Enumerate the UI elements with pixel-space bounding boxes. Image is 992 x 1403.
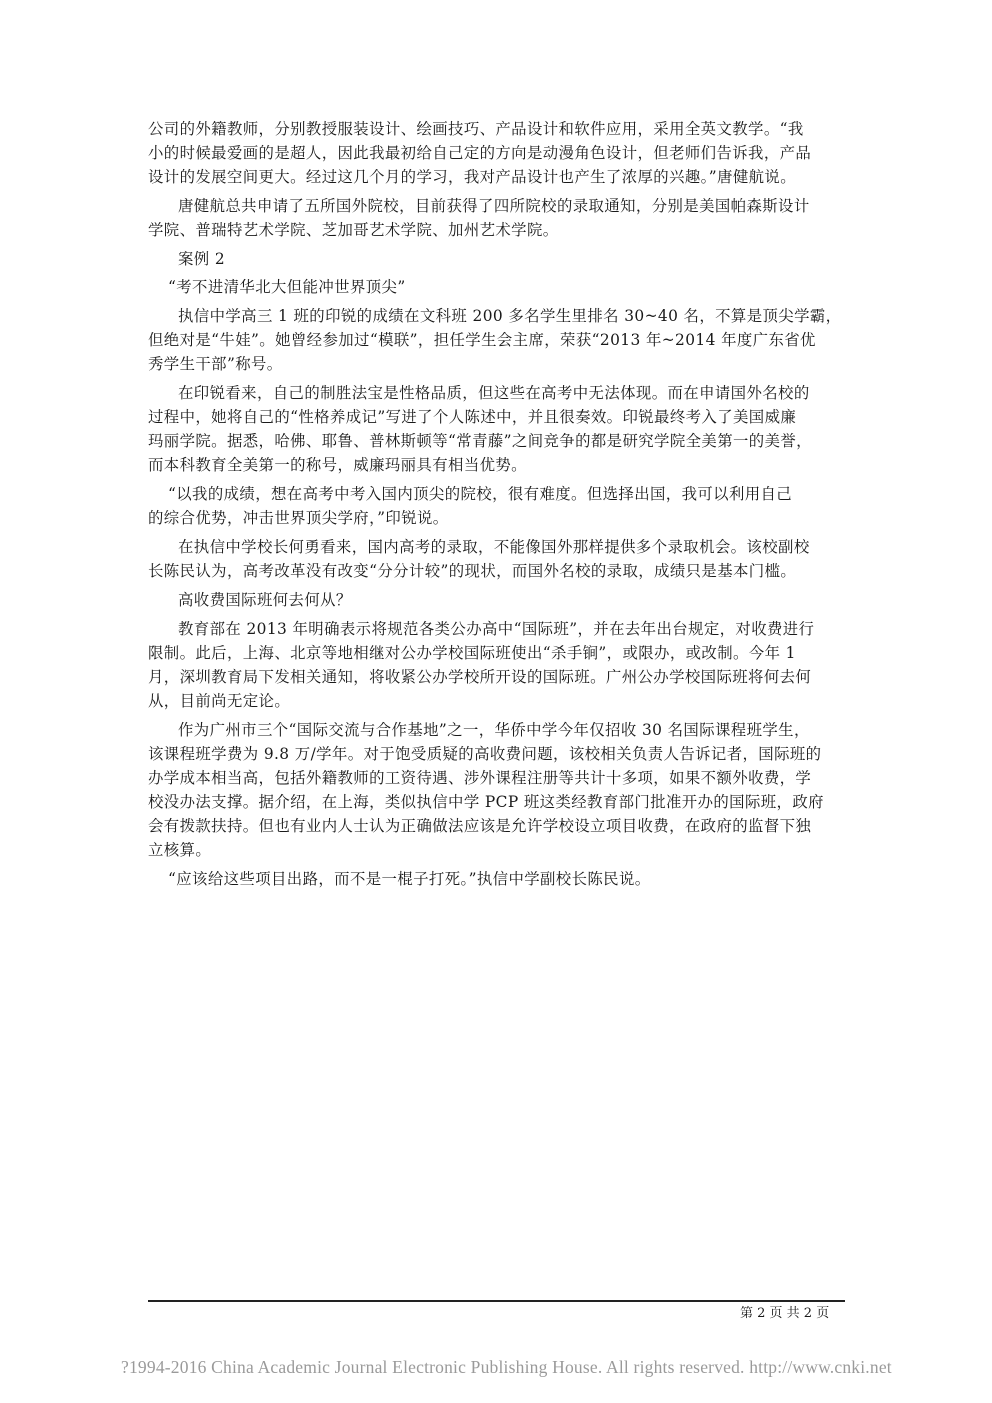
body-line: 唐健航总共申请了五所国外院校，目前获得了四所院校的录取通知，分别是美国帕森斯设计 <box>178 197 810 215</box>
body-line: 小的时候最爱画的是超人，因此我最初给自己定的方向是动漫角色设计，但老师们告诉我，产品 <box>148 144 812 162</box>
body-line: 会有拨款扶持。但也有业内人士认为正确做法应该是允许学校设立项目收费，在政府的监督下独 <box>148 817 812 835</box>
body-line: 过程中，她将自己的“性格养成记”写进了个人陈述中，并且很奏效。印锐最终考入了美国威廉 <box>148 408 797 426</box>
body-line: 执信中学高三 1 班的印锐的成绩在文科班 200 多名学生里排名 30~40 名，不算是顶尖学霸， <box>178 307 842 325</box>
body-line: 在印锐看来，自己的制胜法宝是性格品质，但这些在高考中无法体现。而在申请国外名校的 <box>178 384 810 402</box>
copyright-notice: ?1994-2016 China Academic Journal Electronic Publishing House. All rights reserved. http://www.cnki.net <box>121 1357 892 1377</box>
body-line: 公司的外籍教师，分别教授服装设计、绘画技巧、产品设计和软件应用，采用全英文教学。“我 <box>148 120 804 138</box>
body-line: 作为广州市三个“国际交流与合作基地”之一，华侨中学今年仅招收 30 名国际课程班学生， <box>178 721 810 739</box>
body-line: 办学成本相当高，包括外籍教师的工资待遇、涉外课程注册等共计十多项，如果不额外收费，学 <box>148 769 812 787</box>
body-line: “应该给这些项目出路，而不是一棍子打死。”执信中学副校长陈民说。 <box>168 870 651 888</box>
body-line: 校没办法支撑。据介绍，在上海，类似执信中学 PCP 班这类经教育部门批准开办的国际班，政府 <box>148 793 824 811</box>
body-line: 学院、普瑞特艺术学院、芝加哥艺术学院、加州艺术学院。 <box>148 221 559 239</box>
body-line: 而本科教育全美第一的称号，威廉玛丽具有相当优势。 <box>148 456 527 474</box>
body-line: 玛丽学院。据悉，哈佛、耶鲁、普林斯顿等“常青藤”之间竞争的都是研究学院全美第一的美誉， <box>148 432 812 450</box>
body-line: 该课程班学费为 9.8 万/学年。对于饱受质疑的高收费问题，该校相关负责人告诉记者，国际班的 <box>148 745 822 763</box>
section-heading: 高收费国际班何去何从？ <box>178 591 352 609</box>
body-line: “以我的成绩，想在高考中考入国内顶尖的院校，很有难度。但选择出国，我可以利用自己 <box>168 485 793 503</box>
body-line: 在执信中学校长何勇看来，国内高考的录取，不能像国外那样提供多个录取机会。该校副校 <box>178 538 810 556</box>
body-line: 但绝对是“牛娃”。她曾经参加过“模联”，担任学生会主席，荣获“2013 年~2014 年度广东省优 <box>148 331 816 349</box>
body-line: 教育部在 2013 年明确表示将规范各类公办高中“国际班”，并在去年出台规定，对收费进行 <box>178 620 815 638</box>
body-line: 从，目前尚无定论。 <box>148 692 291 710</box>
body-line: 限制。此后，上海、北京等地相继对公办学校国际班使出“杀手锏”，或限办，或改制。今年 1 <box>148 644 796 662</box>
case-heading: 案例 2 <box>178 250 226 268</box>
body-line: 设计的发展空间更大。经过这几个月的学习，我对产品设计也产生了浓厚的兴趣。”唐健航说。 <box>148 168 796 186</box>
body-line: 月，深圳教育局下发相关通知，将收紧公办学校所开设的国际班。广州公办学校国际班将何去何 <box>148 668 812 686</box>
body-line: 的综合优势，冲击世界顶尖学府，”印锐说。 <box>148 509 449 527</box>
body-line: 长陈民认为，高考改革没有改变“分分计较”的现状，而国外名校的录取，成绩只是基本门槛。 <box>148 562 797 580</box>
body-line: 立核算。 <box>148 841 212 859</box>
footer-divider <box>148 1300 845 1302</box>
page-number: 第 2 页 共 2 页 <box>740 1306 830 1321</box>
case-subtitle: “考不进清华北大但能冲世界顶尖” <box>168 278 406 296</box>
body-line: 秀学生干部”称号。 <box>148 355 283 373</box>
